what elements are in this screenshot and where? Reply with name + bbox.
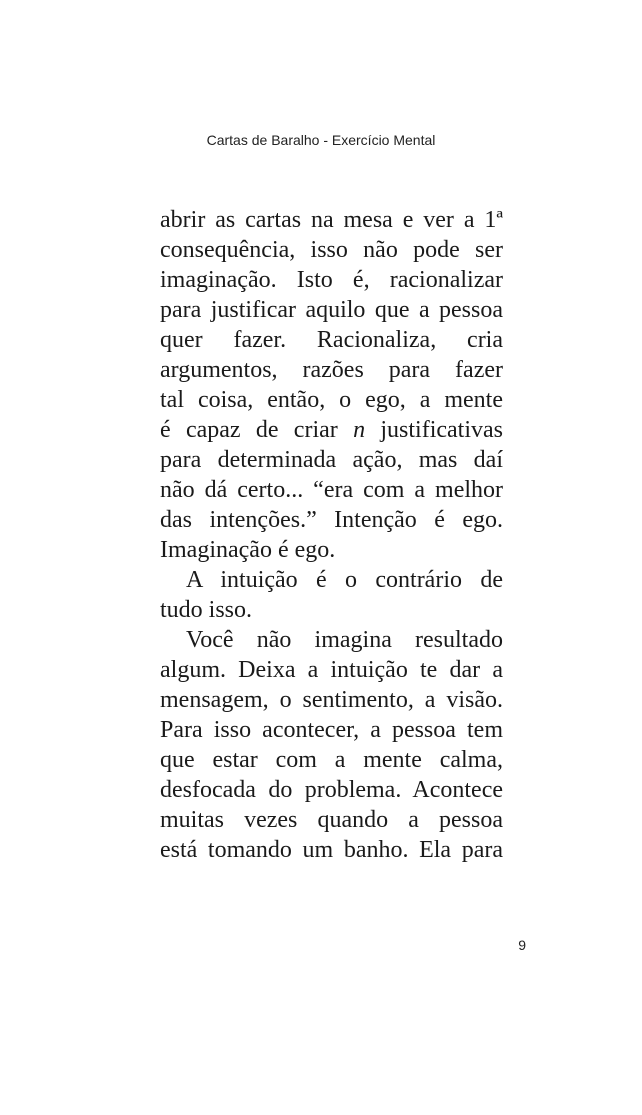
text-line: mensagem, o sentimento, a visão. — [160, 687, 503, 713]
text-line: abrir as cartas na mesa e ver a 1ª — [160, 207, 503, 233]
text-line: consequência, isso não pode ser — [160, 237, 503, 263]
page-number: 9 — [518, 937, 526, 953]
text-line: A intuição é o contrário de — [186, 567, 503, 593]
text-line-with-italic-n: é capaz de criar n justificativas — [160, 417, 503, 443]
text-line: Para isso acontecer, a pessoa tem — [160, 717, 503, 743]
text-line: das intenções.” Intenção é ego. — [160, 507, 503, 533]
text-line: quer fazer. Racionaliza, cria — [160, 327, 503, 353]
text-line: para determinada ação, mas daí — [160, 447, 503, 473]
text-line: está tomando um banho. Ela para — [160, 837, 503, 863]
text-line: que estar com a mente calma, — [160, 747, 503, 773]
text-line: tal coisa, então, o ego, a mente — [160, 387, 503, 413]
text-line: argumentos, razões para fazer — [160, 357, 503, 383]
text-line: muitas vezes quando a pessoa — [160, 807, 503, 833]
text-line: imaginação. Isto é, racionalizar — [160, 267, 503, 293]
text-line: tudo isso. — [160, 597, 253, 623]
text-line: algum. Deixa a intuição te dar a — [160, 657, 503, 683]
text-line: não dá certo... “era com a melhor — [160, 477, 503, 503]
text-line: para justificar aquilo que a pessoa — [160, 297, 503, 323]
page-body-text — [160, 205, 503, 865]
text-line: Você não imagina resultado — [186, 627, 503, 653]
running-header: Cartas de Baralho - Exercício Mental — [206, 132, 436, 148]
text-line: desfocada do problema. Acontece — [160, 777, 503, 803]
text-line: Imaginação é ego. — [160, 537, 336, 563]
